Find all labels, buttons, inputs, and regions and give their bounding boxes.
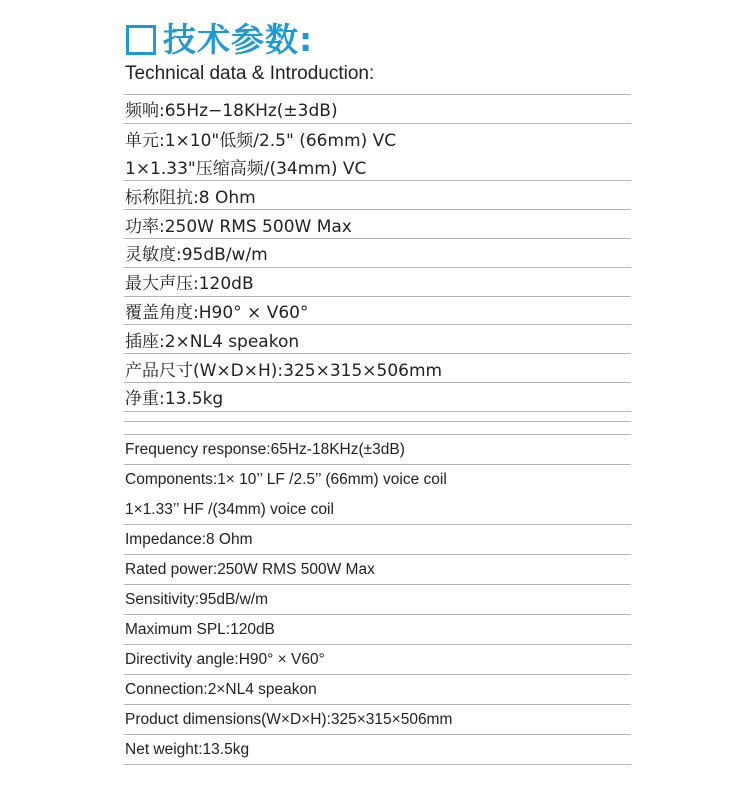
table-divider <box>124 412 631 422</box>
spec-row-impedance-cn: 标称阻抗:8 Ohm <box>124 181 631 210</box>
spec-row-frequency-en: Frequency response:65Hz-18KHz(±3dB) <box>124 435 631 465</box>
spec-row-power-cn: 功率:250W RMS 500W Max <box>124 210 631 239</box>
spec-row-impedance-en: Impedance:8 Ohm <box>124 525 631 555</box>
spec-row-sensitivity-cn: 灵敏度:95dB/w/m <box>124 239 631 268</box>
spec-row-weight-en: Net weight:13.5kg <box>124 735 631 765</box>
spec-row-connection-en: Connection:2×NL4 speakon <box>124 675 631 705</box>
spec-row-power-en: Rated power:250W RMS 500W Max <box>124 555 631 585</box>
spec-row-weight-cn: 净重:13.5kg <box>124 383 631 412</box>
square-bullet-icon <box>126 25 156 55</box>
heading-subtitle: Technical data & Introduction: <box>125 63 375 84</box>
spec-row-frequency-cn: 频响:65Hz−18KHz(±3dB) <box>124 95 631 124</box>
section-heading <box>126 14 313 64</box>
spec-row-connector-cn: 插座:2×NL4 speakon <box>124 325 631 354</box>
chinese-spec-table <box>124 94 631 422</box>
spec-row-max-spl-en: Maximum SPL:120dB <box>124 615 631 645</box>
spec-row-dimensions-cn: 产品尺寸(W×D×H):325×315×506mm <box>124 354 631 383</box>
spec-row-components-cn: 单元:1×10"低频/2.5" (66mm) VC <box>125 130 397 151</box>
spec-row-directivity-en: Directivity angle:H90° × V60° <box>124 645 631 675</box>
spec-row-components-hf-en: 1×1.33’’ HF /(34mm) voice coil <box>124 495 631 525</box>
heading-title: 技术参数: <box>163 19 314 59</box>
spec-row-components-hf-cn: 1×1.33"压缩高频/(34mm) VC <box>124 153 631 182</box>
spec-row-coverage-cn: 覆盖角度:H90° × V60° <box>124 297 631 326</box>
english-spec-table <box>124 434 631 765</box>
spec-row-max-spl-cn: 最大声压:120dB <box>124 268 631 297</box>
spec-row-components-en: Components:1× 10’’ LF /2.5’’ (66mm) voice coil <box>125 471 447 488</box>
spec-row-dimensions-en: Product dimensions(W×D×H):325×315×506mm <box>124 705 631 735</box>
spec-row-sensitivity-en: Sensitivity:95dB/w/m <box>124 585 631 615</box>
